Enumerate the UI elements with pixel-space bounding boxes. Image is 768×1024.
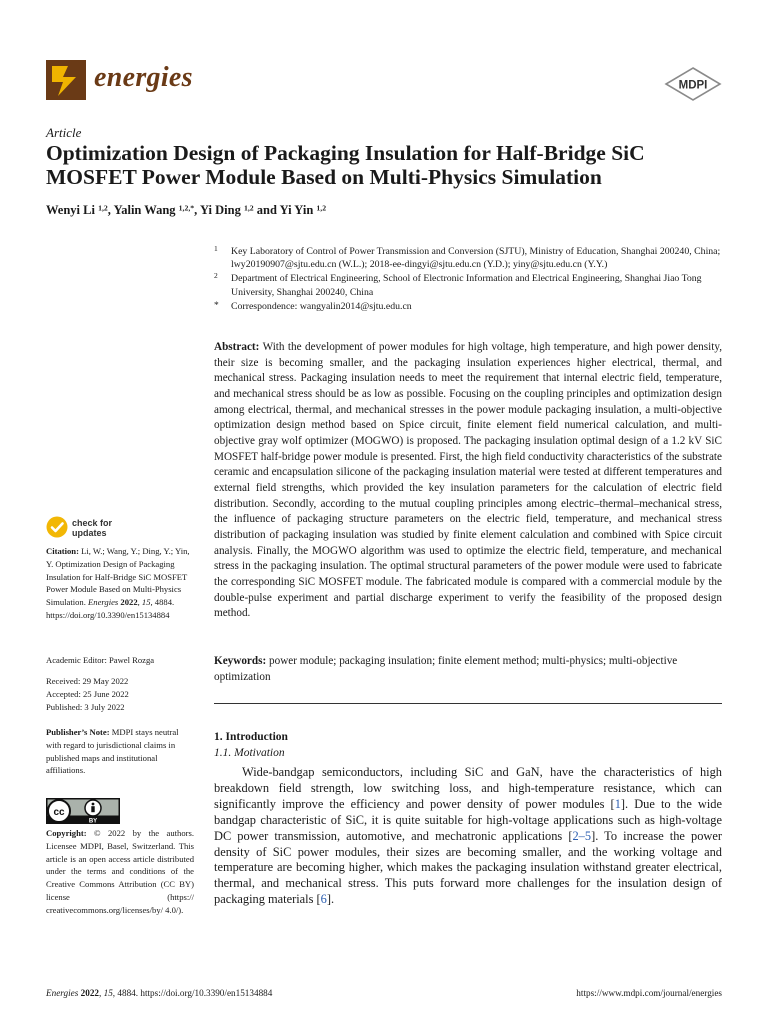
section-divider <box>214 703 722 704</box>
received-date: Received: 29 May 2022 <box>46 676 129 686</box>
svg-text:cc: cc <box>53 807 65 818</box>
abstract-text: With the development of power modules for high voltage, high temperature, and high power density, their size is becoming smaller, and the packaging insulation experiences higher electrical, thermal, and mechanical stress. Packaging insulation needs to meet the requirement that internal electric field, temperature, and mechanical stress should be as low as possible. Focusing on the coupling principles and optimization design among electrical, thermal, and mechanical stresses in the power module packaging insulation, a multi-objective optimization design method based on Spice circuit, finite element field numerical calculation, and multi-objective gray wolf optimizer (MOGWO) is proposed. The packaging insulation optimal design of a 1.2 kV SiC MOSFET half-bridge power module is presented. First, the high field conductivity characteristics of the substrate ceramic and encapsulation silicone of the packaging insulation material were tested at different temperatures and external field strengths, which provided the key insulation parameters for the calculation of electric field distribution. Secondly, according to the mutual coupling principles among electric–thermal–mechanical stress, the influence of packaging structure parameters on the electric field, temperature, and mechanical stress distribution of packaging insulation was studied by finite element calculation and combined with Spice circuit analysis. Finally, the MOGWO algorithm was used to optimize the electric field, temperature, and mechanical stress in the packaging insulation. The optimal structural parameters of the power module were used to fabricate the corresponding SiC MOSFET module. The fabricated module is compared with a commercial module by the double-pulse experiment and partial discharge experiment to verify the feasibility of the proposed design method. <box>214 341 722 620</box>
reference-link[interactable]: 1 <box>614 796 621 811</box>
introduction-paragraph <box>214 765 722 908</box>
author-separator: , <box>107 203 114 217</box>
affiliation-text: Correspondence: wangyalin2014@sjtu.edu.cn <box>231 300 412 312</box>
affiliation-item <box>214 272 722 298</box>
reference-link[interactable]: 6 <box>320 892 327 907</box>
keywords <box>214 654 722 685</box>
affiliation-text: Key Laboratory of Control of Power Transmission and Conversion (SJTU), Ministry of Education, Shanghai 200240, China; lwy20190907@sjtu.edu.cn (W.L.); 2018-ee-dingyi@sjtu.edu.cn (Y.D.); yiny@sjtu.edu.cn (Y.Y.) <box>231 246 721 271</box>
affiliation-mark: * <box>214 300 219 311</box>
accepted-date: Accepted: 25 June 2022 <box>46 688 129 699</box>
academic-editor: Academic Editor: Pawel Rozga <box>46 655 155 665</box>
cc-by-text: BY <box>88 818 98 824</box>
citation-label: Citation: <box>46 546 79 556</box>
article-type: Article <box>46 125 82 140</box>
footer-year: 2022 <box>80 988 99 998</box>
author-name: Yalin Wang <box>113 203 179 217</box>
author-affiliation-mark: 1,2 <box>98 203 108 213</box>
author-separator: and <box>253 203 280 217</box>
copyright-text: © 2022 by the authors. Licensee MDPI, Basel, Switzerland. This article is an open access article distributed under the terms and conditions of the Creative Commons Attribution (CC BY) license (https:// creativecommons.org/licenses/by/ 4.0/). <box>46 828 194 915</box>
check-for-updates-icon <box>46 516 68 538</box>
cc-by-license-icon[interactable] <box>46 798 120 824</box>
section-heading: 1. Introduction <box>214 731 288 743</box>
citation-volume: 15 <box>141 597 151 608</box>
footer-volume: 15 <box>103 988 113 998</box>
paragraph-text: ]. To increase the power density of SiC power modules, their sizes are becoming smaller, and the working voltage and temperature are becoming higher, which makes the packaging insulation withstand greater electrical, thermal, and mechanical stress. This puts forward more challenges for the insulation design of packaging materials [ <box>214 828 722 907</box>
abstract <box>214 340 722 622</box>
citation-journal: Energies <box>88 597 119 608</box>
copyright-label: Copyright: <box>46 828 87 838</box>
author-affiliation-mark: 1,2,* <box>178 203 195 213</box>
affiliation-mark: 1 <box>214 244 218 253</box>
keywords-label: Keywords: <box>214 655 267 667</box>
citation-doi[interactable]: , 4884. https://doi.org/10.3390/en15134884 <box>46 597 175 620</box>
abstract-label: Abstract: <box>214 341 260 353</box>
affiliations <box>214 245 722 314</box>
journal-name: energies <box>94 62 193 93</box>
footer-citation: Energies 2022, 15, 4884. https://doi.org/10.3390/en15134884 <box>46 988 273 998</box>
author-separator: , <box>194 203 200 217</box>
author-affiliation-mark: 1,2 <box>316 203 327 213</box>
author-name: Yi Yin <box>279 203 317 217</box>
citation-block: Citation: Li, W.; Wang, Y.; Ding, Y.; Yin, Y. Optimization Design of Packaging Insulation for Half-Bridge SiC MOSFET Power Module Based on Multi-Physics Simulation. Energies 2022, 15, 4884. https://doi.org/10.3390/en15134884 <box>46 546 190 620</box>
energies-logo-icon <box>46 60 86 100</box>
publisher-note-text: MDPI stays neutral with regard to jurisdictional claims in published maps and institutional affiliations. <box>46 727 179 776</box>
affiliation-item <box>214 245 722 271</box>
author-name: Yi Ding <box>199 203 244 217</box>
check-updates-line1: check for <box>72 518 113 528</box>
author-list <box>46 203 326 218</box>
author-affiliation-mark: 1,2 <box>243 203 254 213</box>
reference-link[interactable]: 2–5 <box>572 828 592 843</box>
footer-doi-link[interactable]: , 4884. https://doi.org/10.3390/en15134884 <box>112 988 273 998</box>
author-name: Wenyi Li <box>46 203 99 217</box>
keywords-text: power module; packaging insulation; finite element method; multi-physics; multi-objective optimization <box>214 655 678 683</box>
paragraph-text: ]. Due to the wide bandgap characteristic of SiC, it is quite suitable for high-voltage applications such as high-voltage DC power transmission, automotive, and mechatronic applications [ <box>214 796 722 843</box>
affiliation-text: Department of Electrical Engineering, School of Electronic Information and Electrical Engineering, Shanghai Jiao Tong University, Shanghai 200240, China <box>231 273 702 298</box>
subsection-heading: 1.1. Motivation <box>214 747 285 759</box>
paragraph-text: ]. <box>326 892 335 907</box>
citation-text: Li, W.; Wang, Y.; Ding, Y.; Yin, Y. Optimization Design of Packaging Insulation for Half-Bridge SiC MOSFET Power Module Based on Multi-Physics Simulation. <box>46 546 190 608</box>
publication-dates <box>46 675 194 713</box>
footer-journal-url[interactable]: https://www.mdpi.com/journal/energies <box>576 988 722 998</box>
publishers-note <box>46 726 194 777</box>
check-for-updates-button[interactable] <box>46 516 166 542</box>
mdpi-logo-icon <box>664 67 722 101</box>
paragraph-text: Wide-bandgap semiconductors, including SiC and GaN, have the characteristics of high breakdown field strength, low switching loss, and high-temperature resistance, which can significantly improve the efficiency and power density of power modules [ <box>214 765 722 811</box>
copyright-block <box>46 827 194 917</box>
footer-journal: Energies <box>46 988 79 998</box>
article-title: Optimization Design of Packaging Insulation for Half-Bridge SiC MOSFET Power Module Based on Multi-Physics Simulation <box>46 141 645 189</box>
citation-year: 2022 <box>120 597 138 608</box>
check-updates-line2: updates <box>72 527 107 538</box>
mdpi-logo-text: MDPI <box>678 79 708 92</box>
affiliation-item <box>214 300 722 313</box>
affiliation-mark: 2 <box>214 271 218 281</box>
publisher-note-label: Publisher’s Note: <box>46 727 110 737</box>
published-date: Published: 3 July 2022 <box>46 701 125 712</box>
